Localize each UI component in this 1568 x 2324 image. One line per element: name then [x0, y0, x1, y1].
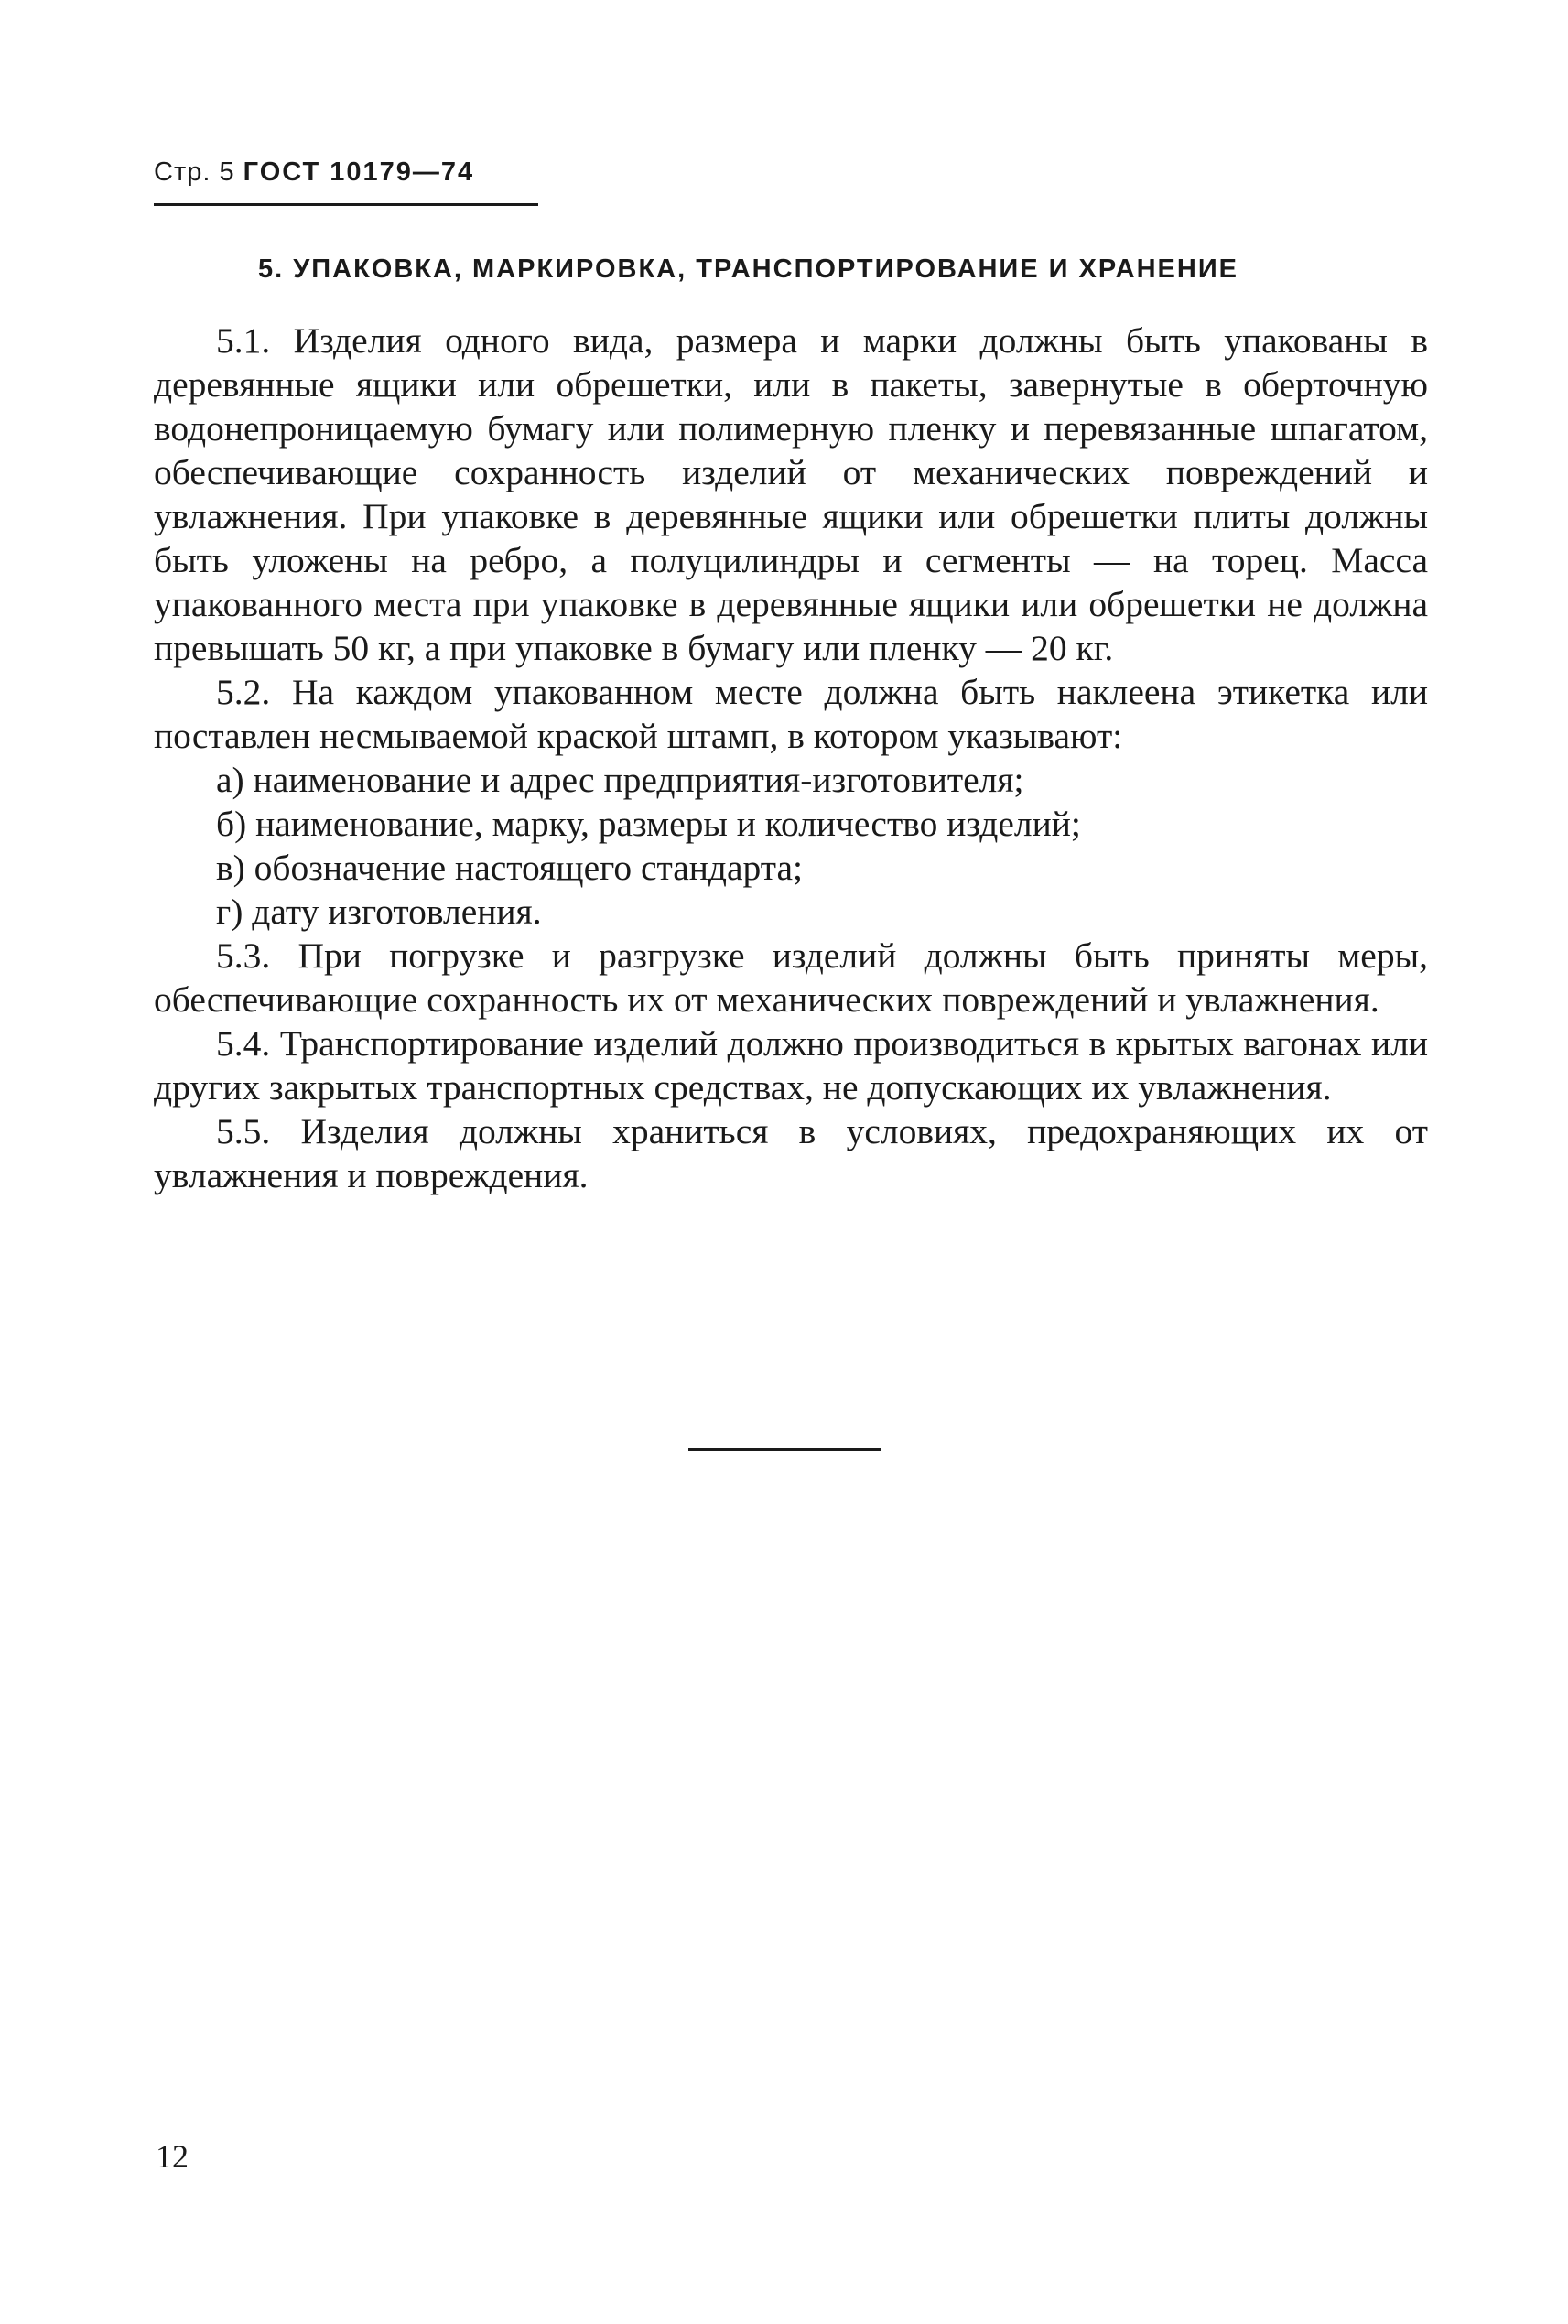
page-label: Стр. 5 — [154, 157, 235, 187]
section-title: 5. УПАКОВКА, МАРКИРОВКА, ТРАНСПОРТИРОВАНИЕ И ХРАНЕНИЕ — [258, 254, 1239, 284]
list-item: а) наименование и адрес предприятия-изготовителя; — [216, 760, 1024, 800]
standard-designation: ГОСТ 10179—74 — [243, 157, 475, 187]
section-body — [154, 319, 1428, 1197]
clause-5-2-list — [154, 758, 1428, 934]
list-item: б) наименование, марку, размеры и количество изделий; — [216, 804, 1081, 844]
end-rule — [688, 1448, 881, 1451]
list-item: в) обозначение настоящего стандарта; — [216, 848, 804, 888]
list-item: г) дату изготовления. — [216, 892, 542, 932]
clause-5-5: 5.5. Изделия должны храниться в условиях, предохраняющих их от увлажнения и повреждения. — [154, 1111, 1428, 1195]
header-rule — [154, 203, 538, 206]
clause-5-4: 5.4. Транспортирование изделий должно производиться в крытых вагонах или других закрытых транспортных средствах, не допускающих их увлажнения. — [154, 1023, 1428, 1108]
clause-5-3: 5.3. При погрузке и разгрузке изделий должны быть приняты меры, обеспечивающие сохранность их от механических повреждений и увлажнения. — [154, 935, 1428, 1020]
clause-5-1: 5.1. Изделия одного вида, размера и марки должны быть упакованы в деревянные ящики или обрешетки, или в пакеты, завернутые в оберточную водонепроницаемую бумагу или полимерную пленку и перевязанные шпагатом, обеспечивающие сохранность изделий от механических повреждений и увлажнения. При упаковке в деревянные ящики или обрешетки плиты должны быть уложены на ребро, а полуцилиндры и сегменты — на торец. Масса упакованного места при упаковке в деревянные ящики или обрешетки не должна превышать 50 кг, а при упаковке в бумагу или пленку — 20 кг. — [154, 320, 1428, 668]
clause-5-2: 5.2. На каждом упакованном месте должна быть наклеена этикетка или поставлен несмываемой краской штамп, в котором указывают: — [154, 672, 1428, 756]
page-number: 12 — [156, 2138, 189, 2175]
running-head — [154, 157, 474, 188]
